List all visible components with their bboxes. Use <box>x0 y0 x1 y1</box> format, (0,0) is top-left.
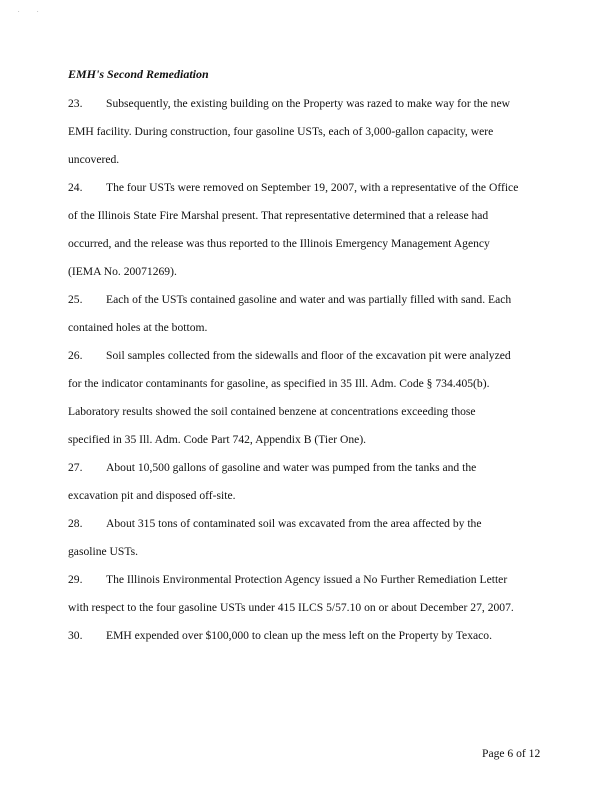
paragraph-text: Each of the USTs contained gasoline and water and was partially filled with sand. Each <box>106 293 512 306</box>
paragraph-27-line-2: excavation pit and disposed off-site. <box>68 489 236 502</box>
paragraph-26-line-4: specified in 35 Ill. Adm. Code Part 742, Appendix B (Tier One). <box>68 433 367 446</box>
paragraph-text: Subsequently, the existing building on the Property was razed to make way for the new <box>106 97 510 110</box>
paragraph-number: 25. <box>68 293 83 306</box>
paragraph-number: 30. <box>68 629 83 642</box>
paragraph-26-line-3: Laboratory results showed the soil contained benzene at concentrations exceeding those <box>68 405 476 418</box>
paragraph-number: 23. <box>68 97 83 110</box>
paragraph-26-line-1 <box>68 349 511 363</box>
paragraph-text: The four USTs were removed on September 19, 2007, with a representative of the Office <box>106 181 519 194</box>
paragraph-24-line-3: occurred, and the release was thus reported to the Illinois Emergency Management Agency <box>68 237 490 250</box>
paragraph-text: About 10,500 gallons of gasoline and water was pumped from the tanks and the <box>106 461 477 474</box>
page-number: Page 6 of 12 <box>482 747 541 760</box>
paragraph-text: About 315 tons of contaminated soil was excavated from the area affected by the <box>106 517 482 530</box>
paragraph-number: 26. <box>68 349 83 362</box>
paragraph-text: EMH expended over $100,000 to clean up the mess left on the Property by Texaco. <box>106 629 492 642</box>
scan-marks: . . <box>18 8 47 14</box>
paragraph-24-line-2: of the Illinois State Fire Marshal present. That representative determined that a release had <box>68 209 489 222</box>
paragraph-25-line-1 <box>68 293 511 307</box>
paragraph-27-line-1 <box>68 461 476 475</box>
paragraph-29-line-1 <box>68 573 507 587</box>
paragraph-25-line-2: contained holes at the bottom. <box>68 321 208 334</box>
paragraph-number: 27. <box>68 461 83 474</box>
paragraph-number: 24. <box>68 181 83 194</box>
paragraph-23-line-3: uncovered. <box>68 153 120 166</box>
paragraph-number: 29. <box>68 573 83 586</box>
paragraph-23-line-2: EMH facility. During construction, four gasoline USTs, each of 3,000-gallon capacity, were <box>68 125 494 138</box>
paragraph-23-line-1 <box>68 97 510 111</box>
section-heading: EMH's Second Remediation <box>68 67 209 81</box>
paragraph-24-line-4: (IEMA No. 20071269). <box>68 265 177 278</box>
paragraph-28-line-1 <box>68 517 481 531</box>
paragraph-24-line-1 <box>68 181 518 195</box>
paragraph-number: 28. <box>68 517 83 530</box>
paragraph-text: The Illinois Environmental Protection Agency issued a No Further Remediation Letter <box>106 573 508 586</box>
paragraph-28-line-2: gasoline USTs. <box>68 545 139 558</box>
paragraph-26-line-2: for the indicator contaminants for gasoline, as specified in 35 Ill. Adm. Code § 734.405(b). <box>68 377 490 390</box>
paragraph-29-line-2: with respect to the four gasoline USTs under 415 ILCS 5/57.10 on or about December 27, 2007. <box>68 601 514 614</box>
paragraph-30-line-1 <box>68 629 492 643</box>
paragraph-text: Soil samples collected from the sidewalls and floor of the excavation pit were analyzed <box>106 349 511 362</box>
